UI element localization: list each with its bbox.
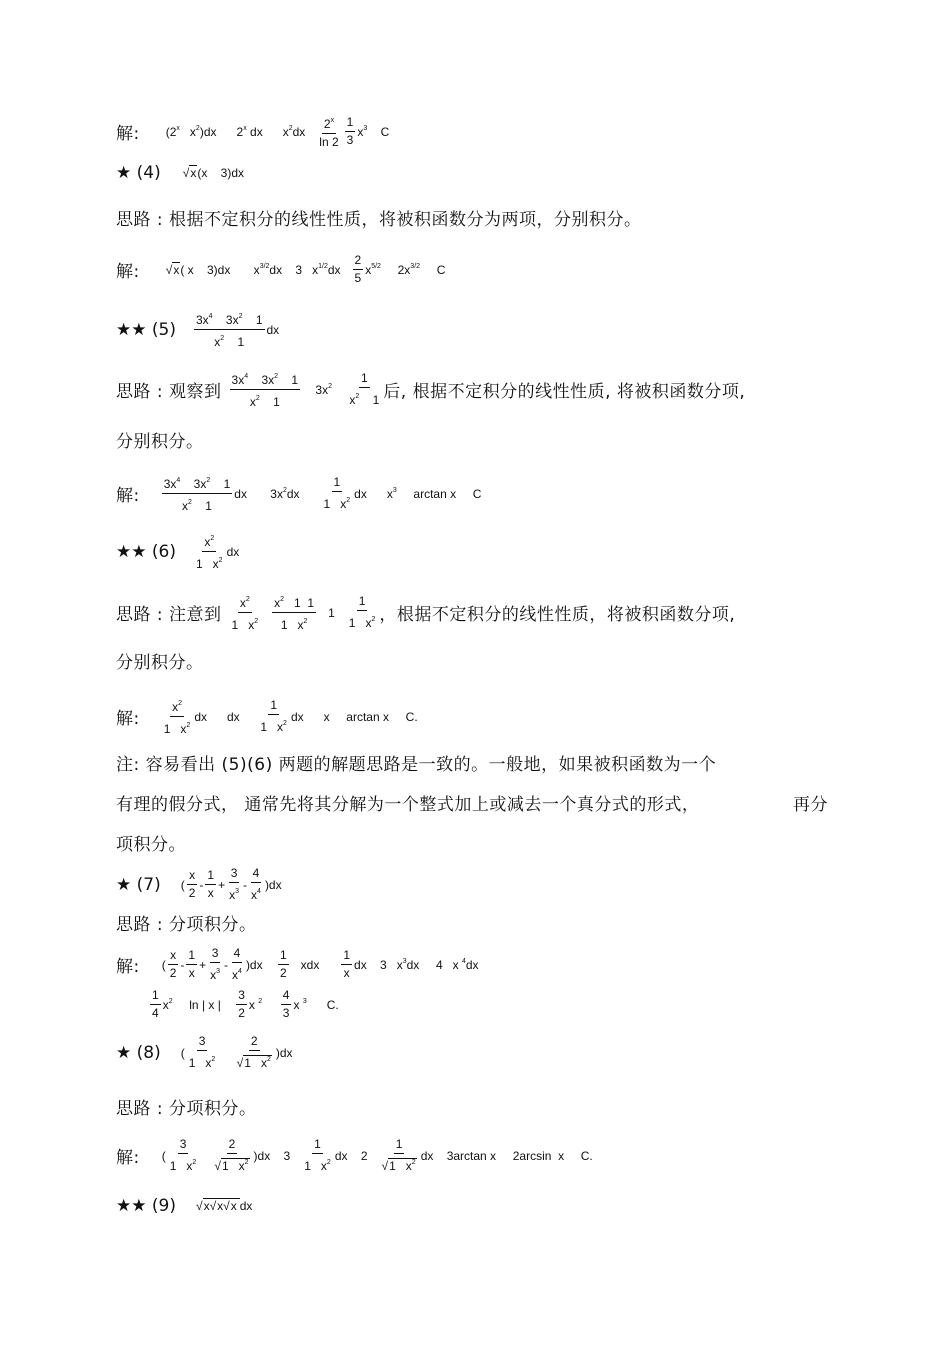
fraction: $\frac{1}{x}$ <box>188 948 196 980</box>
problem-label: ★ (8) <box>116 1042 161 1063</box>
solution-5 <box>116 472 481 515</box>
problem-label: ★★ (5) <box>116 319 176 340</box>
label-jie: 解: <box>116 957 140 977</box>
solution-7: 解: ( $\frac{x}{2}$ - $\frac{1}{x}$ + $\frac{3}{x^3}$ - $\frac{4}{x^4}$ )dx $\frac{1}{2}$ xdx $\frac{1}{x}$ dx 3 $x^3dx$ 4 x $^4$dx <box>116 946 479 982</box>
fraction: $\frac{1}{1 x^2}$ <box>304 1137 331 1173</box>
note-text: 注: 容易看出 (5)(6) 两题的解题思路是一致的。一般地，如果被积函数为一个 <box>116 755 717 775</box>
label-jie: 解: <box>116 262 140 282</box>
math: dx <box>226 544 240 559</box>
fraction: $\frac{1}{x}$ <box>343 948 351 980</box>
fraction: $\frac{2}{√1 x^2}$ <box>236 1034 271 1070</box>
label-jie: 解: <box>116 709 140 729</box>
math: $x^2$ ln | x | <box>162 997 235 1012</box>
note-text: 项积分。 <box>116 835 186 855</box>
fraction: $\frac{1}{√1 x^2}$ <box>381 1137 416 1173</box>
solution-6 <box>116 695 418 738</box>
problem-8 <box>116 1033 293 1072</box>
solution-8 <box>116 1136 593 1175</box>
hint-5-cont <box>116 427 204 452</box>
problem-label: ★★ (9) <box>116 1196 176 1216</box>
math: dx dx <box>194 709 257 724</box>
fraction: $\frac{3}{x^3}$ <box>210 946 221 982</box>
solution-line-3 <box>116 112 389 151</box>
fraction: $\frac{3x^4 3x^2 1}{x^2 1}$ <box>230 368 301 411</box>
fraction: $\frac{2^x}{\ln 2}$ <box>317 112 340 151</box>
math: dx $x^3$ arctan x C <box>354 486 482 501</box>
math: dx <box>266 322 280 337</box>
fraction: $\frac{3}{x^3}$ <box>229 866 240 902</box>
label-jie: 解: <box>116 124 140 144</box>
fraction: $\frac{4}{x^4}$ <box>251 866 261 902</box>
problem-label: ★★ (6) <box>116 541 176 562</box>
hint-6 <box>116 591 735 634</box>
fraction: $\frac{x}{2}$ <box>188 868 196 900</box>
fraction: $\frac{x^2}{1 x^2}$ <box>194 530 225 573</box>
math: x $^2$ <box>248 997 263 1012</box>
hint-4 <box>116 205 642 230</box>
fraction: $\frac{1}{1 x^2}$ <box>323 475 351 511</box>
problem-6 <box>116 530 239 573</box>
problem-label: ★ (4) <box>116 163 161 183</box>
fraction: $\frac{2}{√1 x^2}$ <box>214 1137 249 1173</box>
hint-text: 思路 : 分项积分。 <box>116 915 257 935</box>
note-line-1 <box>116 750 716 775</box>
hint-6-cont <box>116 648 204 673</box>
math: xdx <box>290 957 340 972</box>
note-line-3 <box>116 830 186 855</box>
problem-7: ★ (7) ( $\frac{x}{2}$ - $\frac{1}{x}$ + $\frac{3}{x^3}$ - $\frac{4}{x^4}$ )dx <box>116 866 282 902</box>
math: dx 2 <box>334 1148 378 1163</box>
math: dx x arctan x C. <box>290 709 418 724</box>
math: ( <box>180 1045 185 1060</box>
fraction: $\frac{3}{2}$ <box>238 988 245 1020</box>
fraction: $\frac{3}{1 x^2}$ <box>188 1034 216 1070</box>
fraction: $\frac{1}{1 x^2}$ <box>348 594 376 630</box>
problem-label: ★ (7) <box>116 874 161 895</box>
hint-8 <box>116 1094 257 1119</box>
math: )dx <box>275 1045 293 1060</box>
math: √x(x 3)dx <box>182 166 245 180</box>
hint-text: 思路 : 分项积分。 <box>116 1099 257 1119</box>
fraction: $\frac{1}{4}$ <box>152 988 159 1020</box>
math: √x( x 3)dx $x^{3/2}dx$ 3 $x^{1/2}dx$ <box>165 262 351 277</box>
math: $3x^2$ <box>302 382 332 397</box>
hint-text: 分别积分。 <box>116 432 204 452</box>
math: )dx <box>264 877 282 892</box>
problem-4 <box>116 163 244 183</box>
note-line-2 <box>116 790 828 815</box>
hint-text: 分别积分。 <box>116 653 204 673</box>
math: x $^3$ C. <box>293 997 339 1012</box>
math: ( <box>161 957 166 972</box>
fraction: $\frac{1}{x}$ <box>207 868 215 900</box>
fraction: $\frac{3}{1 x^2}$ <box>169 1137 197 1173</box>
fraction: $\frac{1}{2}$ <box>279 948 287 980</box>
solution-7-cont <box>148 987 339 1022</box>
fraction: $\frac{x^2}{1 x^2}$ <box>230 591 261 634</box>
note-text: 有理的假分式， 通常先将其分解为一个整式加上或减去一个真分式的形式， <box>116 795 700 815</box>
math: $x^3$ C <box>357 124 390 139</box>
hint-7 <box>116 910 257 935</box>
problem-5 <box>116 308 279 351</box>
math: )dx 3 <box>253 1148 301 1163</box>
fraction: $\frac{1}{1 x^2}$ <box>260 698 287 734</box>
math: dx 3arctan x 2arcsin x C. <box>420 1148 593 1163</box>
hint-text: 思路 : 根据不定积分的线性性质，将被积函数分为两项，分别积分。 <box>116 210 642 230</box>
fraction: $\frac{x}{2}$ <box>169 948 177 980</box>
math: (2$^x$ $x^2)dx$ 2$^x$ dx $x^2dx$ <box>165 124 316 139</box>
hint-text: 思路 : 注意到 <box>116 605 222 625</box>
fraction: $\frac{4}{3}$ <box>282 988 290 1020</box>
fraction: $\frac{3x^4 3x^2 1}{x^2 1}$ <box>162 472 233 515</box>
math: √x√x√x dx <box>195 1199 253 1213</box>
fraction: $\frac{x^2}{1 x^2}$ <box>162 695 193 738</box>
fraction: $\frac{1}{x^2 1}$ <box>349 371 380 407</box>
math: dx 3 $x^3dx$ 4 x $^4$dx <box>354 957 479 972</box>
fraction: $\frac{3x^4 3x^2 1}{x^2 1}$ <box>194 308 265 351</box>
hint-text: ，根据不定积分的线性性质，将被积函数分项, <box>379 605 736 625</box>
fraction: $\frac{1}{3}$ <box>346 115 354 147</box>
fraction: $\frac{4}{x^4}$ <box>232 946 242 982</box>
math: ( <box>161 1148 166 1163</box>
math: ( <box>180 877 185 892</box>
label-jie: 解: <box>116 486 140 506</box>
problem-9 <box>116 1196 252 1216</box>
hint-text: 思路 : 观察到 <box>116 382 222 402</box>
fraction: $\frac{2}{5}$ <box>354 253 362 285</box>
math: )dx <box>245 957 276 972</box>
math: $x^{5/2}$ $2x^{3/2}$ C <box>365 262 446 277</box>
label-jie: 解: <box>116 1148 140 1168</box>
note-text: 再分 <box>793 795 828 815</box>
hint-text: 后, 根据不定积分的线性性质, 将被积函数分项, <box>383 382 746 402</box>
hint-5 <box>116 368 745 411</box>
math: 1 <box>318 605 345 620</box>
solution-4 <box>116 252 445 287</box>
math: dx $3x^2dx$ <box>234 486 320 501</box>
fraction: $\frac{x^2 1 1}{1 x^2}$ <box>272 591 316 634</box>
